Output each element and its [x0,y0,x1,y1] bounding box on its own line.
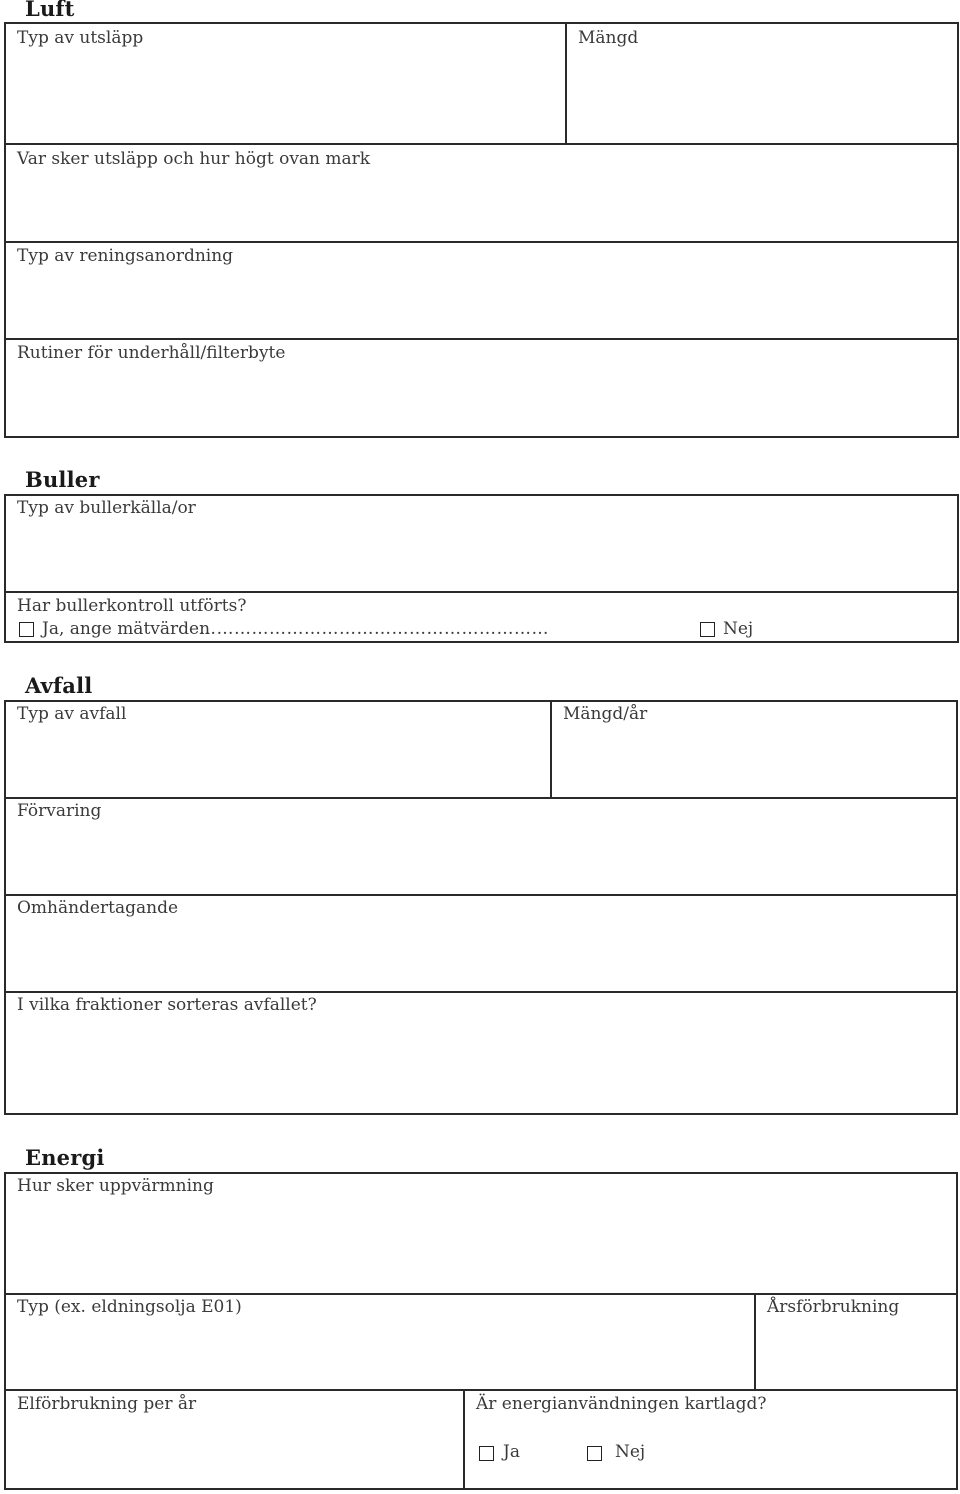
buller-matvarden-dotted-line: …………………………………………………… [199,619,549,639]
luft-row-divider-1 [4,143,959,145]
energi-ja-checkbox[interactable] [479,1446,494,1461]
field-label-typ-av-avfall: Typ av avfall [17,704,127,724]
buller-nej-label: Nej [723,619,754,639]
luft-form-box [4,22,959,438]
energi-form-box [4,1172,958,1490]
energi-ja-label: Ja [503,1442,520,1462]
field-label-var-sker-utslapp: Var sker utsläpp och hur högt ovan mark [17,149,371,169]
field-label-elforbrukning: Elförbrukning per år [17,1394,197,1414]
avfall-row-divider-3 [4,991,958,993]
energi-nej-label: Nej [615,1442,646,1462]
field-label-fraktioner: I vilka fraktioner sorteras avfallet? [17,995,317,1015]
buller-nej-checkbox[interactable] [700,622,715,637]
section-heading-energi: Energi [25,1145,105,1170]
luft-row-divider-2 [4,241,959,243]
buller-ja-label: Ja, ange mätvärden [42,619,211,639]
energi-row-divider-1 [4,1293,958,1295]
avfall-column-divider [550,700,552,799]
field-label-omhandertagande: Omhändertagande [17,898,179,918]
buller-row-divider [4,591,959,593]
energi-column-divider-2 [463,1389,465,1489]
field-label-typ-av-utslapp: Typ av utsläpp [17,28,144,48]
avfall-row-divider-1 [4,797,958,799]
section-heading-luft: Luft [25,0,75,21]
field-label-arsforbrukning: Årsförbrukning [767,1297,900,1317]
field-label-mangd-per-ar: Mängd/år [563,704,648,724]
energi-column-divider-1 [754,1293,756,1391]
energi-row-divider-2 [4,1389,958,1391]
section-heading-avfall: Avfall [25,673,93,698]
field-label-uppvarmning: Hur sker uppvärmning [17,1176,214,1196]
section-heading-buller: Buller [25,467,100,492]
field-label-typ: Typ (ex. eldningsolja E01) [17,1297,242,1317]
luft-column-divider [565,22,567,145]
field-label-mangd: Mängd [578,28,639,48]
field-label-typ-av-bullerkalla: Typ av bullerkälla/or [17,498,196,518]
field-label-typ-av-reningsanordning: Typ av reningsanordning [17,246,234,266]
luft-row-divider-3 [4,338,959,340]
field-label-har-bullerkontroll: Har bullerkontroll utförts? [17,596,247,616]
field-label-forvaring: Förvaring [17,801,102,821]
avfall-row-divider-2 [4,894,958,896]
field-label-rutiner: Rutiner för underhåll/filterbyte [17,343,286,363]
energi-nej-checkbox[interactable] [587,1446,602,1461]
field-label-kartlagd: Är energianvändningen kartlagd? [476,1394,767,1414]
buller-ja-checkbox[interactable] [19,622,34,637]
